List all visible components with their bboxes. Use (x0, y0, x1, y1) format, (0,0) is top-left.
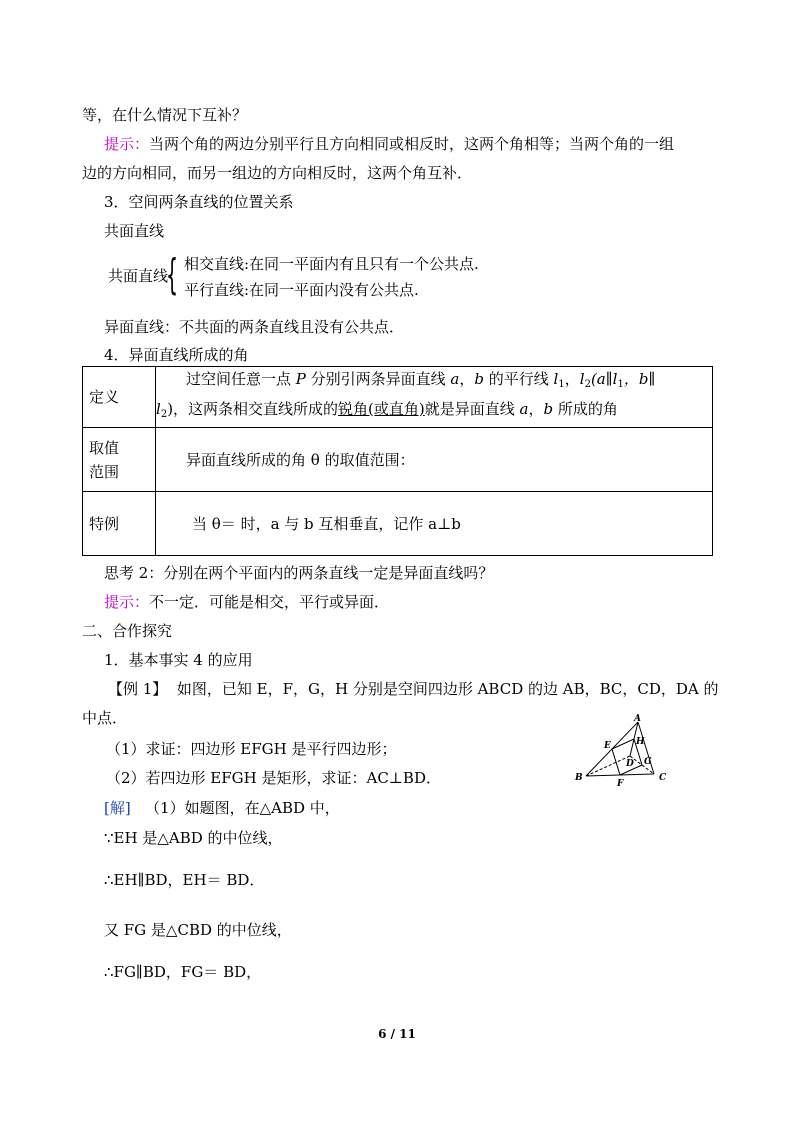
question-1: （1）求证：四边形 EFGH 是平行四边形； (106, 740, 397, 758)
subheading: 共面直线 (104, 222, 165, 240)
page-number: 6 / 11 (378, 1027, 416, 1041)
hint-text: 不一定．可能是相交，平行或异面． (149, 593, 390, 611)
text-line: ∵EH 是△ABD 的中位线， (104, 829, 283, 847)
brace-glyph: { (166, 250, 179, 299)
definition-table (82, 366, 713, 556)
label-E: E (604, 741, 611, 751)
table-head-def: 定义 (83, 367, 156, 428)
hint-line (104, 592, 389, 612)
hint-label: 提示： (104, 135, 150, 153)
label-H: H (636, 737, 645, 747)
example-label: 【例 1】 (108, 680, 168, 698)
question-2: （2）若四边形 EFGH 是矩形，求证：AC⊥BD． (106, 769, 441, 787)
quadrilateral-figure (572, 714, 672, 790)
text-line: ∴FG∥BD，FG＝ BD， (104, 963, 262, 981)
text-line: 等，在什么情况下互补？ (82, 106, 248, 124)
example-line (108, 679, 719, 699)
label-G: G (644, 757, 652, 767)
coplanar-label: 共面直线 (108, 267, 169, 285)
section-heading: 4．异面直线所成的角 (104, 346, 249, 364)
hint-label: 提示： (104, 593, 150, 611)
text-line: 异面直线：不共面的两条直线且没有公共点． (104, 318, 405, 336)
table-body-range: 异面直线所成的角 θ 的取值范围： (156, 428, 713, 492)
example-text: 如图，已知 E，F，G，H 分别是空间四边形 ABCD 的边 AB，BC，CD，DA 的 (176, 680, 719, 698)
parallel-line: 平行直线:在同一平面内没有公共点. (184, 281, 419, 299)
table-head-range: 取值 范围 (83, 428, 156, 492)
table-body-special: 当 θ＝ 时，a 与 b 互相垂直，记作 a⊥b (156, 492, 713, 556)
think-line: 思考 2：分别在两个平面内的两条直线一定是异面直线吗？ (104, 564, 494, 582)
subheading: 1．基本事实 4 的应用 (104, 651, 253, 669)
acute-angle-term: 锐角(或直角) (338, 400, 425, 418)
solution-line: [解] （1）如题图，在△ABD 中， (104, 799, 340, 817)
text-line: 又 FG 是△CBD 的中位线， (104, 921, 292, 939)
label-F: F (617, 779, 624, 789)
table-head-special: 特例 (83, 492, 156, 556)
solution-label: [解] (104, 799, 131, 817)
label-D: D (626, 759, 634, 769)
table-body-def: 过空间任意一点 P 分别引两条异面直线 a，b 的平行线 $l_1$，$l_2(a\parallel l_1$，b∥ $l_2$)，这两条相交直线所成的锐角(或直角)就是异面直线 a，b 所成的角 (156, 367, 713, 428)
text-line: ∴EH∥BD，EH＝ BD． (104, 871, 265, 889)
hint-text: 当两个角的两边分别平行且方向相同或相反时，这两个角相等；当两个角的一组 (149, 135, 675, 153)
label-C: C (659, 773, 667, 783)
section-heading: 二、合作探究 (82, 622, 173, 640)
label-A: A (634, 714, 641, 724)
text-line: 边的方向相同，而另一组边的方向相反时，这两个角互补． (82, 164, 473, 182)
section-heading: 3．空间两条直线的位置关系 (104, 193, 294, 211)
hint-line (104, 134, 674, 154)
label-B: B (575, 773, 583, 783)
text-line: 中点． (82, 709, 128, 727)
intersect-line: 相交直线:在同一平面内有且只有一个公共点. (184, 255, 479, 273)
